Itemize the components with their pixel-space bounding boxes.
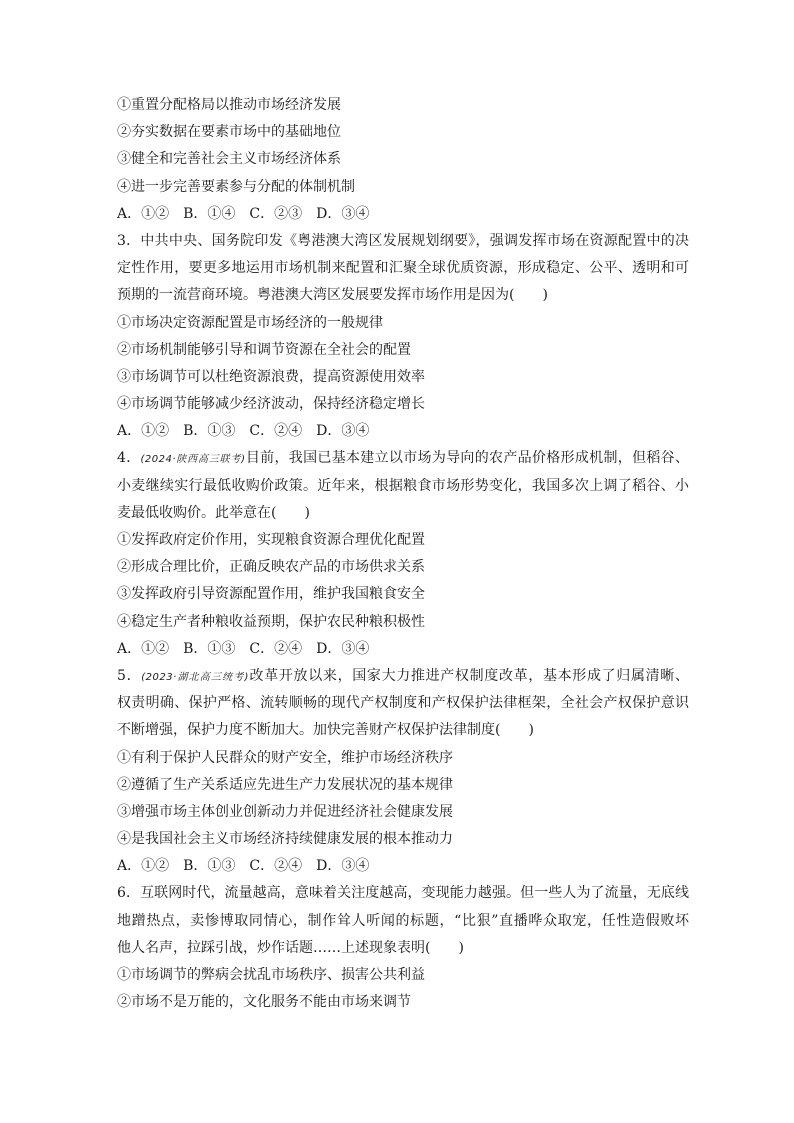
- choice-item: ④稳定生产者种粮收益预期，保护农民种粮积极性: [117, 613, 425, 630]
- choice-item: ②市场机制能够引导和调节资源在全社会的配置: [117, 341, 411, 358]
- question-stem-text: 目前，我国已基本建立以市场为导向的农产品价格形成机制，但稻谷、: [245, 450, 689, 467]
- choice-item: ②市场不是万能的，文化服务不能由市场来调节: [117, 994, 411, 1011]
- question-stem-line: [117, 228, 689, 255]
- choice-item: ①市场调节的弊病会扰乱市场秩序、损害公共利益: [117, 967, 425, 983]
- choice-item: ④市场调节能够减少经济波动，保持经济稳定增长: [117, 396, 425, 413]
- question-number: 3．: [117, 232, 141, 249]
- question-3: [117, 228, 689, 446]
- answer-options: A．①② B．①③ C．②④ D．③④: [117, 640, 370, 657]
- choice-item: ③健全和完善社会主义市场经济体系: [117, 151, 341, 168]
- question-stem-line: 定性作用，要更多地运用市场机制来配置和汇聚全球优质资源，形成稳定、公平、透明和可: [117, 260, 689, 277]
- question-2-tail: [117, 92, 689, 228]
- choice-item: ①发挥政府定价作用，实现粮食资源合理优化配置: [117, 532, 425, 548]
- question-source: (2024·陕西高三联考): [140, 454, 246, 466]
- question-stem-line: [117, 880, 689, 907]
- question-5: [117, 663, 689, 881]
- question-stem-line: [117, 663, 689, 690]
- choice-item: ①市场决定资源配置是市场经济的一般规律: [117, 314, 383, 331]
- question-number: 6．: [117, 885, 141, 902]
- question-stem-line: [117, 445, 689, 472]
- question-stem-line: 小麦继续实行最低收购价政策。近年来，根据粮食市场形势变化，我国多次上调了稻谷、小: [117, 477, 689, 494]
- question-stem-line: 麦最低收购价。此举意在( ): [117, 504, 310, 521]
- choice-item: ②遵循了生产关系适应先进生产力发展状况的基本规律: [117, 776, 453, 793]
- question-list: [117, 92, 689, 1016]
- choice-item: ③市场调节可以杜绝资源浪费，提高资源使用效率: [117, 368, 425, 385]
- choice-item: ④进一步完善要素参与分配的体制机制: [117, 178, 355, 195]
- answer-options: A．①② B．①③ C．②④ D．③④: [117, 858, 370, 875]
- answer-options: A．①② B．①④ C．②③ D．③④: [117, 205, 370, 222]
- question-stem-line: 预期的一流营商环境。粤港澳大湾区发展要发挥市场作用是因为( ): [117, 287, 548, 304]
- choice-item: ①重置分配格局以推动市场经济发展: [117, 97, 341, 113]
- choice-item: ②形成合理比价，正确反映农产品的市场供求关系: [117, 559, 425, 576]
- question-stem-line: 地蹭热点，卖惨博取同情心，制作耸人听闻的标题，“比狠”直播哗众取宠，任性造假败坏: [117, 912, 689, 929]
- question-number: 5．: [117, 667, 142, 684]
- choice-item: ②夯实数据在要素市场中的基础地位: [117, 124, 341, 141]
- question-stem-text: 改革开放以来，国家大力推进产权制度改革，基本形成了归属清晰、: [248, 667, 689, 684]
- question-stem-line: 不断增强，保护力度不断加大。加快完善财产权保护法律制度( ): [117, 722, 534, 739]
- choice-item: ④是我国社会主义市场经济持续健康发展的根本推动力: [117, 831, 453, 848]
- question-number: 4．: [117, 450, 141, 467]
- choice-item: ①有利于保护人民群众的财产安全，维护市场经济秩序: [117, 749, 453, 766]
- question-4: [117, 445, 689, 663]
- question-6: [117, 880, 689, 1016]
- choice-item: ③增强市场主体创业创新动力并促进经济社会健康发展: [117, 803, 453, 820]
- question-stem-line: 他人名声，拉踩引战，炒作话题……上述现象表明( ): [117, 939, 464, 956]
- question-stem-text: 互联网时代，流量越高，意味着关注度越高，变现能力越强。但一些人为了流量，无底线: [140, 885, 689, 902]
- question-stem-line: 权责明确、保护严格、流转顺畅的现代产权制度和产权保护法律框架，全社会产权保护意识: [117, 695, 689, 712]
- question-source: (2023·湖北高三统考): [141, 671, 249, 683]
- answer-options: A．①② B．①③ C．②④ D．③④: [117, 423, 370, 440]
- choice-item: ③发挥政府引导资源配置作用，维护我国粮食安全: [117, 586, 425, 603]
- question-stem-text: 中共中央、国务院印发《粤港澳大湾区发展规划纲要》，强调发挥市场在资源配置中的决: [140, 232, 689, 249]
